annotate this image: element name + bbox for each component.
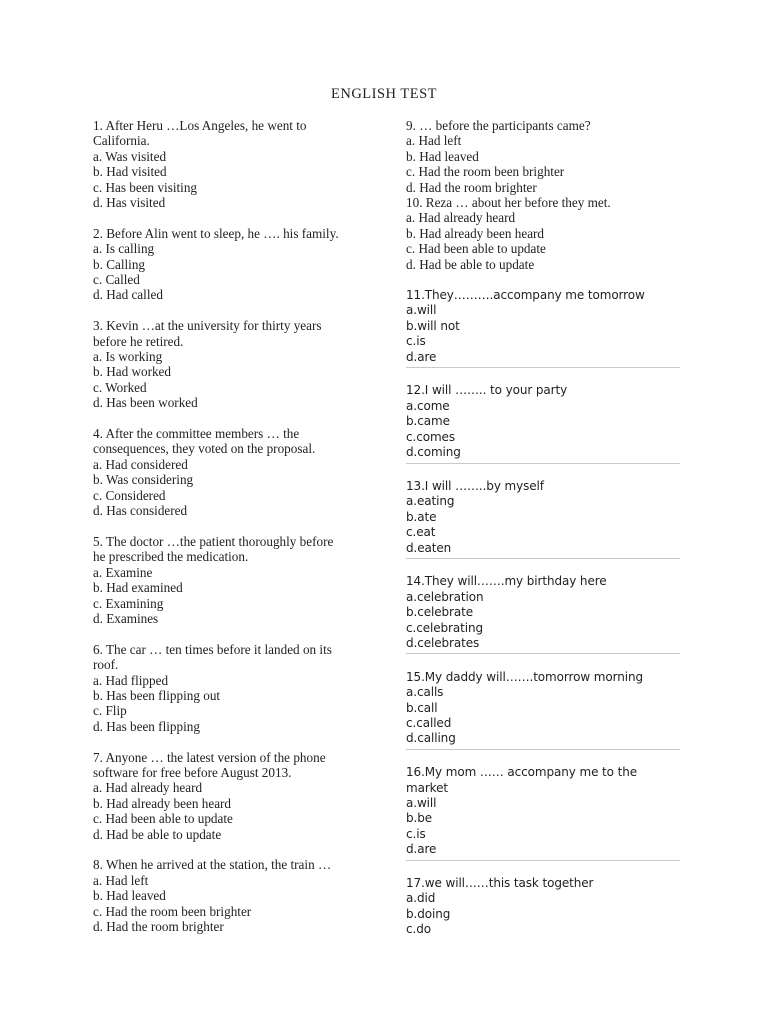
answer-option: c.eat [406,525,436,540]
question-block [406,574,680,654]
answer-option: c.called [406,715,452,730]
answer-option: c. Had been able to update [406,241,546,257]
answer-option: d.calling [406,731,456,746]
answer-option: a. Had already heard [406,210,516,226]
answer-option: a.will [406,303,437,318]
question-block [93,118,365,210]
answer-option: a. Examine [93,564,153,580]
question-block [406,195,680,272]
question-block [406,670,680,750]
question-text: consequences, they voted on the proposal. [93,441,316,457]
answer-option: d.coming [406,445,461,460]
question-text: 12.I will …….. to your party [406,383,568,398]
answer-option: b. Had leaved [406,148,479,164]
answer-option: b.ate [406,509,437,524]
question-block [93,226,365,303]
answer-option: a. Is working [93,349,163,365]
question-text: 9. … before the participants came? [406,118,591,133]
answer-option: d. Had the room brighter [406,179,537,195]
question-block [406,383,680,463]
answer-option: b. Has been flipping out [93,687,221,703]
answer-option: d.celebrates [406,635,480,650]
question-text: before he retired. [93,333,184,349]
answer-option: b.celebrate [406,605,474,620]
answer-option: d. Has visited [93,195,166,211]
question-text: market [406,780,448,795]
answer-option: c. Has been visiting [93,179,198,195]
answer-option: a. Had considered [93,456,188,472]
answer-option: a. Was visited [93,148,167,164]
question-text: 15.My daddy will…….tomorrow morning [406,669,643,684]
answer-option: b. Calling [93,256,146,272]
question-block [93,750,365,842]
question-text: 2. Before Alin went to sleep, he …. his family. [93,225,339,241]
answer-option: a.did [406,891,436,906]
question-text: 10. Reza … about her before they met. [406,195,611,211]
answer-option: c. Examining [93,595,164,611]
answer-option: c.is [406,826,426,841]
answer-option: d. Had the room brighter [93,919,224,935]
answer-option: b.be [406,811,433,826]
answer-option: b.came [406,414,450,429]
answer-option: b. Had leaved [93,888,166,904]
answer-option: b.doing [406,906,451,921]
answer-option: d.are [406,842,437,857]
right-serif-questions [406,118,680,272]
answer-option: d. Had be able to update [93,826,222,842]
answer-option: c. Had the room been brighter [406,164,565,180]
question-block [93,857,365,934]
answer-option: c. Had the room been brighter [93,903,252,919]
answer-option: d.are [406,349,437,364]
answer-option: a.will [406,795,437,810]
question-block [93,318,365,410]
answer-option: a.calls [406,685,444,700]
answer-option: a. Had left [93,872,149,888]
question-text: 13.I will ……..by myself [406,478,544,493]
answer-option: b. Had worked [93,364,172,380]
answer-option: c. Flip [93,703,127,719]
question-text: 1. After Heru …Los Angeles, he went to [93,118,307,133]
answer-option: a.celebration [406,589,484,604]
answer-option: c. Called [93,272,140,288]
question-block [406,479,680,559]
question-text: 8. When he arrived at the station, the train … [93,857,332,873]
answer-option: c. Had been able to update [93,811,233,827]
answer-option: d. Examines [93,610,159,626]
question-block [93,642,365,734]
answer-option: b. Had already been heard [93,795,232,811]
answer-option: c.is [406,334,426,349]
question-text: 14.They will…….my birthday here [406,574,607,589]
answer-option: d. Had called [93,287,163,303]
answer-option: a. Had left [406,133,462,149]
right-sans-questions [406,288,680,940]
question-text: 5. The doctor …the patient thoroughly before [93,533,334,549]
question-text: roof. [93,657,119,673]
answer-option: a.come [406,398,450,413]
answer-option: c.comes [406,429,455,444]
answer-option: d. Has been worked [93,395,198,411]
question-block [93,534,365,626]
left-column [93,118,365,950]
question-text: he prescribed the medication. [93,549,249,565]
answer-option: b.call [406,700,438,715]
question-text: 11.They……….accompany me tomorrow [406,288,645,303]
right-column [406,118,680,940]
question-text: 17.we will……this task together [406,876,594,890]
answer-option: c.celebrating [406,620,483,635]
answer-option: c. Worked [93,379,147,395]
answer-option: b.will not [406,318,460,333]
question-block [93,426,365,518]
answer-option: b. Was considering [93,472,194,488]
page-title: ENGLISH TEST [330,86,438,102]
answer-option: b. Had already been heard [406,225,545,241]
question-text: 3. Kevin …at the university for thirty years [93,318,322,334]
answer-option: c. Considered [93,487,166,503]
answer-option: b. Had examined [93,580,183,596]
question-text: California. [93,133,150,149]
answer-option: a. Had already heard [93,780,203,796]
question-text: 4. After the committee members … the [93,426,300,442]
answer-option: b. Had visited [93,164,167,180]
answer-option: d. Has been flipping [93,718,200,734]
question-text: 6. The car … ten times before it landed on its [93,641,332,657]
answer-option: a.eating [406,494,455,509]
answer-option: d.eaten [406,540,452,555]
answer-option: d. Has considered [93,503,188,519]
question-text: software for free before August 2013. [93,764,292,780]
question-block [406,765,680,860]
answer-option: d. Had be able to update [406,256,535,272]
question-block [406,876,680,940]
answer-option: a. Had flipped [93,672,169,688]
question-block [406,288,680,368]
answer-option: c.do [406,922,431,937]
question-text: 7. Anyone … the latest version of the phone [93,749,326,765]
answer-option: a. Is calling [93,241,155,257]
question-text: 16.My mom …… accompany me to the [406,765,638,780]
question-block [406,118,680,195]
